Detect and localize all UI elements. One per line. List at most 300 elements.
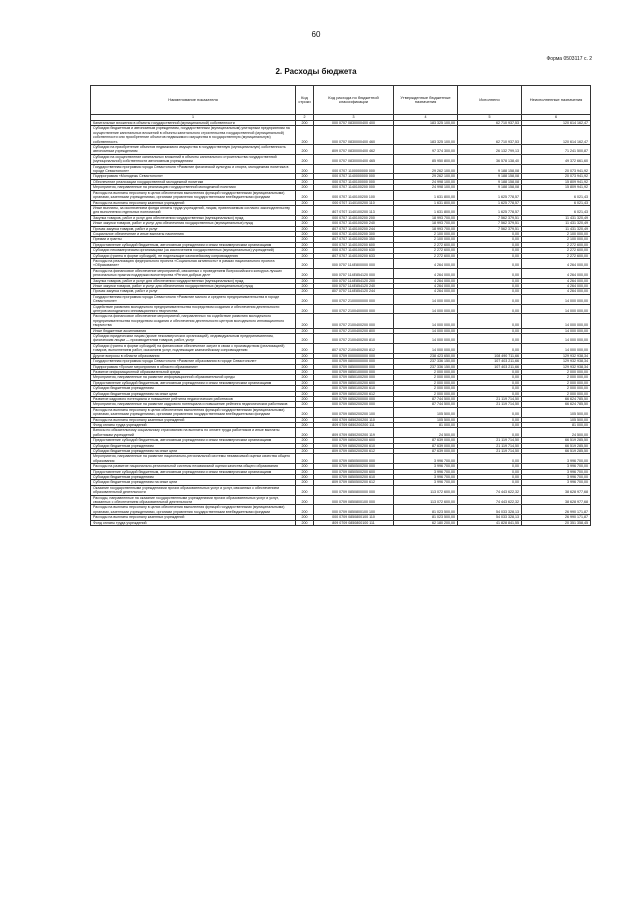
row-name: Государственная программа города Севастополя «Развитие физической культуры и спорта, молодежная политика в городе Севастополе» (91, 164, 296, 174)
row-executed: 26 132 799,13 (458, 145, 522, 155)
row-name: Предоставление субсидий бюджетным, автономным учреждениям и иным некоммерческим организациям (91, 242, 296, 247)
row-executed: 74 443 622,32 (458, 485, 522, 495)
row-line-code: 200 (296, 185, 314, 190)
row-remaining: 2 100 000,00 (522, 237, 591, 242)
row-classification-code: 000 0707 1140100200 110 (314, 200, 394, 205)
table-row (91, 485, 591, 495)
row-line-code: 200 (296, 464, 314, 469)
row-classification-code: 807 0707 1140100200 350 (314, 237, 394, 242)
row-line-code: 200 (296, 145, 314, 155)
row-line-code: 200 (296, 121, 314, 126)
row-name: Государственная программа города Севастополя «Развитие малого и среднего предпринимательства в городе Севастополе» (91, 294, 296, 304)
table-row (91, 505, 591, 515)
row-approved: 183 325 100,00 (394, 126, 458, 145)
row-name: Премии и гранты (91, 237, 296, 242)
row-executed: 21 119 714,50 (458, 438, 522, 443)
row-name: Расходы на реализацию федерального проекта «Социальная активность» в рамках национального проекта «Образование» (91, 258, 296, 268)
table-row (91, 145, 591, 155)
row-remaining: 6 021,43 (522, 205, 591, 215)
row-remaining: 49 372 661,60 (522, 154, 591, 164)
row-line-code: 200 (296, 154, 314, 164)
table-row (91, 396, 591, 401)
table-row (91, 121, 591, 126)
table-row (91, 126, 591, 145)
row-classification-code: 000 0707 1140100200 300 (314, 231, 394, 236)
row-classification-code: 000 0707 1140000000 000 (314, 174, 394, 179)
row-line-code: 200 (296, 200, 314, 205)
table-row (91, 480, 591, 485)
row-name: Расходы на развитие национально-региональной системы независимой оценки качества общего образования (91, 464, 296, 469)
row-remaining: 2 000 000,00 (522, 375, 591, 380)
row-remaining: 4 264 000,00 (522, 278, 591, 283)
row-approved: 2 272 600,00 (394, 242, 458, 247)
table-row (91, 449, 591, 454)
row-remaining: 6 021,43 (522, 190, 591, 200)
row-name: Субсидии юридическим лицам (кроме некоммерческих организаций), индивидуальным предпринимателям, физическим лицам — производителям товаров, работ, услуг (91, 334, 296, 344)
row-name: Другие вопросы в области образования (91, 353, 296, 358)
row-name: Прочая закупка товаров, работ и услуг (91, 289, 296, 294)
row-name: Развитие информационной образовательной среды (91, 369, 296, 374)
row-executed: 0,00 (458, 294, 522, 304)
row-executed: 62 710 937,53 (458, 121, 522, 126)
row-name: Подпрограмма «Прочие мероприятия в области образования» (91, 364, 296, 369)
row-name: Закупка товаров, работ и услуг для обеспечения государственных (муниципальных) нужд (91, 215, 296, 220)
table-row (91, 185, 591, 190)
row-remaining: 71 241 500,87 (522, 145, 591, 155)
row-classification-code: 807 0707 1140100200 113 (314, 205, 394, 215)
table-row (91, 438, 591, 443)
row-approved: 3 996 700,00 (394, 475, 458, 480)
row-approved: 2 272 600,00 (394, 248, 458, 253)
table-row (91, 154, 591, 164)
row-name: Социальное обеспечение и иные выплаты населению (91, 231, 296, 236)
row-remaining: 15 809 941,92 (522, 179, 591, 184)
row-line-code: 200 (296, 422, 314, 427)
row-approved: 1 631 800,00 (394, 200, 458, 205)
table-row (91, 495, 591, 505)
row-classification-code: 000 0709 0800000000 000 (314, 359, 394, 364)
row-approved: 81 023 500,00 (394, 505, 458, 515)
row-approved: 3 996 700,00 (394, 480, 458, 485)
row-approved: 4 264 000,00 (394, 258, 458, 268)
row-remaining: 38 628 977,68 (522, 485, 591, 495)
row-remaining: 3 996 700,00 (522, 454, 591, 464)
row-executed: 0,00 (458, 258, 522, 268)
row-classification-code: 000 0709 0850200200 610 (314, 443, 394, 448)
row-classification-code: 000 0709 0000000000 000 (314, 353, 394, 358)
table-row (91, 190, 591, 200)
row-name: Субсидии бюджетным учреждениям (91, 386, 296, 391)
row-line-code: 200 (296, 226, 314, 231)
row-line-code: 200 (296, 515, 314, 520)
row-classification-code: 000 0707 1100000000 000 (314, 164, 394, 174)
row-name: Оказание государственными учреждениями прочих образовательных услуг и услуг, связанных с обеспечением образовательной деятельности (91, 485, 296, 495)
row-name: Мероприятия, направленные на развитие кадрового потенциала и повышение рейтинга педагогических работников (91, 402, 296, 407)
row-approved: 105 500,00 (394, 417, 458, 422)
row-approved: 105 500,00 (394, 407, 458, 417)
table-row (91, 369, 591, 374)
row-remaining: 14 000 000,00 (522, 334, 591, 344)
row-executed: 9 188 158,08 (458, 174, 522, 179)
row-executed: 54 033 328,13 (458, 515, 522, 520)
row-executed: 41 828 841,55 (458, 520, 522, 525)
row-executed: 0,00 (458, 328, 522, 333)
row-classification-code: 000 0709 0850500200 600 (314, 469, 394, 474)
row-approved: 62 180 200,00 (394, 520, 458, 525)
row-executed: 21 119 714,50 (458, 396, 522, 401)
row-executed: 0,00 (458, 304, 522, 314)
row-classification-code: 809 0709 0850200200 111 (314, 422, 394, 427)
row-approved: 14 000 000,00 (394, 294, 458, 304)
row-executed: 7 562 379,51 (458, 215, 522, 220)
row-executed: 108 490 711,66 (458, 353, 522, 358)
row-approved: 29 262 100,00 (394, 174, 458, 179)
row-name: Иные закупки товаров, работ и услуг для обеспечения государственных (муниципальных) нужд (91, 221, 296, 226)
row-approved: 81 023 500,00 (394, 515, 458, 520)
row-classification-code: 000 0709 0850100000 000 (314, 369, 394, 374)
table-row (91, 278, 591, 283)
row-line-code: 200 (296, 396, 314, 401)
row-name: Расходы на выплаты персоналу казенных учреждений (91, 515, 296, 520)
row-name: Развитие кадрового потенциала и повышение рейтинга педагогических работников (91, 396, 296, 401)
row-remaining: 2 000 000,00 (522, 391, 591, 396)
row-approved: 4 264 000,00 (394, 268, 458, 278)
row-name: Мероприятия, направленные на развитие национально-региональной системы независимой оценки качества общего образования (91, 454, 296, 464)
row-line-code: 200 (296, 353, 314, 358)
row-classification-code: 000 0709 0850800100 100 (314, 505, 394, 515)
row-name: Субсидии бюджетным учреждениям на иные цели (91, 480, 296, 485)
row-approved: 24 998 100,00 (394, 179, 458, 184)
table-row (91, 454, 591, 464)
column-number: 6 (522, 115, 591, 121)
row-name: Расходы на выплаты персоналу в целях обеспечения выполнения функций государственными (муниципальными) органами, казенными учреждениями, органами управления государственными внебюджетными фондами (91, 190, 296, 200)
row-executed: 0,00 (458, 334, 522, 344)
row-approved: 14 000 000,00 (394, 304, 458, 314)
row-approved: 3 996 700,00 (394, 454, 458, 464)
table-row (91, 375, 591, 380)
row-line-code: 200 (296, 443, 314, 448)
row-remaining: 38 628 977,68 (522, 495, 591, 505)
row-line-code: 200 (296, 359, 314, 364)
row-classification-code: 000 0707 1140100200 240 (314, 221, 394, 226)
row-approved: 2 000 000,00 (394, 380, 458, 385)
row-approved: 87 639 000,00 (394, 443, 458, 448)
row-approved: 85 950 800,00 (394, 154, 458, 164)
row-approved: 14 000 000,00 (394, 314, 458, 328)
row-name: Мероприятия, направленные на реализацию государственной молодежной политики (91, 185, 296, 190)
row-classification-code: 000 0707 114E854120 000 (314, 268, 394, 278)
row-line-code: 200 (296, 215, 314, 220)
row-remaining: 15 809 941,92 (522, 185, 591, 190)
table-row (91, 284, 591, 289)
table-row (91, 402, 591, 407)
row-classification-code: 000 0709 0850200200 100 (314, 407, 394, 417)
page-number: 60 (311, 30, 321, 39)
table-row (91, 464, 591, 469)
row-remaining: 120 614 162,47 (522, 126, 591, 145)
row-classification-code: 000 0707 2100400200 000 (314, 314, 394, 328)
row-executed: 0,00 (458, 475, 522, 480)
table-row (91, 248, 591, 253)
row-line-code: 200 (296, 231, 314, 236)
row-classification-code: 809 0709 0850200200 612 (314, 449, 394, 454)
row-line-code: 200 (296, 190, 314, 200)
row-remaining: 2 000 000,00 (522, 386, 591, 391)
row-classification-code: 000 0707 1140100000 000 (314, 179, 394, 184)
row-line-code: 200 (296, 505, 314, 515)
row-executed: 0,00 (458, 417, 522, 422)
row-line-code: 200 (296, 520, 314, 525)
row-classification-code: 000 0709 0850100200 000 (314, 375, 394, 380)
column-number: 2 (296, 115, 314, 121)
row-name: Фонд оплаты труда учреждений (91, 422, 296, 427)
row-name: Субсидии бюджетным учреждениям на иные цели (91, 391, 296, 396)
row-line-code: 200 (296, 314, 314, 328)
table-row (91, 428, 591, 438)
row-classification-code: 000 0709 0850200200 600 (314, 438, 394, 443)
row-classification-code: 000 0707 1140100200 200 (314, 215, 394, 220)
row-remaining: 120 614 162,47 (522, 121, 591, 126)
row-executed: 0,00 (458, 314, 522, 328)
row-approved: 4 264 000,00 (394, 284, 458, 289)
row-name: Расходы, направленные на оказание государственными учреждениями прочих образовательных услуг и услуг, связанных с обеспечением образовательной деятельности (91, 495, 296, 505)
row-approved: 87 639 000,00 (394, 438, 458, 443)
row-line-code: 200 (296, 205, 314, 215)
row-name: Фонд оплаты труда учреждений (91, 520, 296, 525)
row-remaining: 11 431 320,49 (522, 215, 591, 220)
row-name: Субсидии бюджетным учреждениям (91, 475, 296, 480)
row-executed: 62 710 937,53 (458, 126, 522, 145)
row-name: Прочая закупка товаров, работ и услуг (91, 226, 296, 231)
row-name: Расходы на финансовое обеспечение мероприятий, связанных с проведением Всероссийского конкурса лучших региональных практик поддержки волонтерства «Регион добрых дел» (91, 268, 296, 278)
row-line-code: 200 (296, 495, 314, 505)
row-name: Предоставление субсидий бюджетным, автономным учреждениям и иным некоммерческим организациям (91, 438, 296, 443)
row-approved: 87 639 000,00 (394, 449, 458, 454)
row-executed: 0,00 (458, 380, 522, 385)
row-classification-code: 000 0709 0850200200 110 (314, 417, 394, 422)
row-line-code: 200 (296, 343, 314, 353)
column-number: 5 (458, 115, 522, 121)
row-name: Предоставление субсидий бюджетным, автономным учреждениям и иным некоммерческим организациям (91, 380, 296, 385)
row-line-code: 200 (296, 449, 314, 454)
row-executed: 9 188 158,08 (458, 179, 522, 184)
table-row (91, 343, 591, 353)
row-approved: 237 336 150,00 (394, 359, 458, 364)
row-executed: 0,00 (458, 242, 522, 247)
row-line-code: 200 (296, 126, 314, 145)
header-classification-code: Код расхода по бюджетной классификации (314, 86, 394, 115)
row-line-code: 200 (296, 364, 314, 369)
row-classification-code: 809 0707 0830000400 462 (314, 145, 394, 155)
row-executed: 0,00 (458, 278, 522, 283)
row-executed: 0,00 (458, 464, 522, 469)
row-executed: 0,00 (458, 343, 522, 353)
row-name: Закупка товаров, работ и услуг для обеспечения государственных (муниципальных) нужд (91, 278, 296, 283)
column-number: 3 (314, 115, 394, 121)
row-approved: 14 000 000,00 (394, 343, 458, 353)
row-classification-code: 000 0709 0850000000 000 (314, 364, 394, 369)
row-line-code: 200 (296, 284, 314, 289)
row-executed: 0,00 (458, 369, 522, 374)
row-remaining: 3 996 700,00 (522, 480, 591, 485)
row-approved: 183 325 100,00 (394, 121, 458, 126)
row-remaining: 4 264 000,00 (522, 284, 591, 289)
header-approved: Утвержденные бюджетные назначения (394, 86, 458, 115)
row-line-code: 200 (296, 237, 314, 242)
row-executed: 107 403 211,66 (458, 359, 522, 364)
table-row (91, 268, 591, 278)
row-line-code: 200 (296, 454, 314, 464)
row-name: Субсидии некоммерческим организациям (за исключением государственных (муниципальных) учреждений) (91, 248, 296, 253)
row-name: Взносы по обязательному социальному страхованию на выплаты по оплате труда работников и иные выплаты работникам учреждений (91, 428, 296, 438)
table-row (91, 515, 591, 520)
row-name: Субсидии на приобретение объектов недвижимого имущества в государственную (муниципальную) собственность автономным учреждениям (91, 145, 296, 155)
row-approved: 97 374 300,00 (394, 145, 458, 155)
table-row (91, 221, 591, 226)
row-classification-code: 000 0709 0850100200 610 (314, 386, 394, 391)
row-classification-code: 000 0707 0830000400 400 (314, 121, 394, 126)
row-executed: 0,00 (458, 237, 522, 242)
row-name: Капитальные вложения в объекты государственной (муниципальной) собственности (91, 121, 296, 126)
row-line-code: 200 (296, 221, 314, 226)
row-name: Субсидии (гранты в форме субсидий), не подлежащие казначейскому сопровождению (91, 253, 296, 258)
row-classification-code: 000 0707 0830000400 465 (314, 154, 394, 164)
row-approved: 87 744 500,00 (394, 402, 458, 407)
row-approved: 3 996 700,00 (394, 464, 458, 469)
row-classification-code: 807 0707 114E854120 244 (314, 289, 394, 294)
row-approved: 113 072 600,00 (394, 495, 458, 505)
row-remaining: 14 000 000,00 (522, 294, 591, 304)
table-row (91, 417, 591, 422)
row-classification-code: 000 0709 0850200000 000 (314, 396, 394, 401)
row-line-code: 200 (296, 480, 314, 485)
table-row (91, 179, 591, 184)
row-executed: 21 119 714,50 (458, 443, 522, 448)
row-approved: 113 072 600,00 (394, 485, 458, 495)
row-approved: 2 000 000,00 (394, 386, 458, 391)
row-executed: 0,00 (458, 391, 522, 396)
row-line-code: 200 (296, 485, 314, 495)
row-executed: 0,00 (458, 289, 522, 294)
row-approved: 29 262 100,00 (394, 164, 458, 174)
row-line-code: 200 (296, 278, 314, 283)
row-remaining: 20 073 941,92 (522, 174, 591, 179)
row-approved: 2 000 000,00 (394, 391, 458, 396)
row-classification-code: 000 0707 2100400200 810 (314, 334, 394, 344)
row-classification-code: 000 0707 114E800000 000 (314, 258, 394, 268)
row-remaining: 129 932 938,34 (522, 353, 591, 358)
row-line-code: 200 (296, 258, 314, 268)
row-name: Расходы на выплаты персоналу в целях обеспечения выполнения функций государственными (муниципальными) органами, казенными учреждениями, органами управления государственными внебюджетными фондами (91, 407, 296, 417)
table-row (91, 407, 591, 417)
row-approved: 24 998 100,00 (394, 185, 458, 190)
table-row (91, 242, 591, 247)
row-approved: 24 500,00 (394, 428, 458, 438)
expenses-table (90, 85, 591, 526)
row-approved: 238 423 650,00 (394, 353, 458, 358)
row-classification-code: 000 0707 1140100200 630 (314, 248, 394, 253)
row-remaining: 26 990 171,87 (522, 505, 591, 515)
row-classification-code: 000 0709 0850500200 610 (314, 475, 394, 480)
row-remaining: 3 996 700,00 (522, 475, 591, 480)
row-remaining: 4 264 000,00 (522, 268, 591, 278)
table-row (91, 231, 591, 236)
row-classification-code: 807 0707 1140100200 244 (314, 226, 394, 231)
row-classification-code: 000 0707 1140100200 000 (314, 185, 394, 190)
row-approved: 1 631 800,00 (394, 205, 458, 215)
row-line-code: 200 (296, 386, 314, 391)
row-line-code: 200 (296, 304, 314, 314)
table-row (91, 164, 591, 174)
header-name: Наименование показателя (91, 86, 296, 115)
row-line-code: 200 (296, 328, 314, 333)
row-name: Иные выплаты, за исключением фонда оплаты труда учреждений, лицам, привлекаемым согласно законодательству для выполнения отдельных полномочий (91, 205, 296, 215)
row-name: Расходы на финансовое обеспечение мероприятий, направленных на содействие развитию молодежного предпринимательства посредством создания и обеспечения деятельности центров молодежного инновационного творчества (91, 314, 296, 328)
row-executed: 74 443 622,32 (458, 495, 522, 505)
row-line-code: 200 (296, 475, 314, 480)
row-classification-code: 000 0709 0850800000 000 (314, 485, 394, 495)
section-title: 2. Расходы бюджета (275, 67, 357, 76)
row-line-code: 200 (296, 391, 314, 396)
row-remaining: 66 519 285,50 (522, 443, 591, 448)
table-row (91, 258, 591, 268)
table-row (91, 304, 591, 314)
row-classification-code: 000 0709 0850100200 600 (314, 380, 394, 385)
row-line-code: 200 (296, 253, 314, 258)
row-name: Предоставление субсидий бюджетным, автономным учреждениям и иным некоммерческим организациям (91, 469, 296, 474)
header-executed: Исполнено (458, 86, 522, 115)
row-approved: 81 000,00 (394, 422, 458, 427)
row-executed: 0,00 (458, 407, 522, 417)
row-line-code: 200 (296, 407, 314, 417)
row-approved: 1 631 800,00 (394, 190, 458, 200)
row-line-code: 200 (296, 294, 314, 304)
row-remaining: 129 932 938,34 (522, 359, 591, 364)
row-remaining: 24 500,00 (522, 428, 591, 438)
row-remaining: 129 932 938,34 (522, 364, 591, 369)
row-executed: 0,00 (458, 231, 522, 236)
row-remaining: 20 351 358,45 (522, 520, 591, 525)
row-remaining: 4 264 000,00 (522, 258, 591, 268)
row-remaining: 3 996 700,00 (522, 469, 591, 474)
row-remaining: 11 431 320,49 (522, 226, 591, 231)
row-line-code: 200 (296, 369, 314, 374)
row-classification-code: 000 0707 0830000400 460 (314, 126, 394, 145)
row-classification-code: 000 0707 114E854120 240 (314, 284, 394, 289)
row-name: Субсидии (гранты в форме субсидий) на финансовое обеспечение затрат в связи с производством (реализацией) товаров, выполнением работ, оказанием услуг, подлежащие казначейскому сопровождению (91, 343, 296, 353)
row-executed: 0,00 (458, 375, 522, 380)
row-name: Подпрограмма «Молодежь Севастополя» (91, 174, 296, 179)
row-classification-code: 807 0707 1140100200 633 (314, 253, 394, 258)
row-classification-code: 000 0707 2100400000 000 (314, 304, 394, 314)
row-executed: 21 119 714,50 (458, 402, 522, 407)
row-remaining: 66 519 285,50 (522, 449, 591, 454)
row-approved: 87 744 500,00 (394, 396, 458, 401)
column-number: 4 (394, 115, 458, 121)
row-remaining: 2 272 600,00 (522, 242, 591, 247)
row-line-code: 200 (296, 164, 314, 174)
row-remaining: 20 073 941,92 (522, 164, 591, 174)
row-executed: 1 625 778,57 (458, 200, 522, 205)
row-remaining: 2 272 600,00 (522, 248, 591, 253)
row-line-code: 200 (296, 248, 314, 253)
row-remaining: 4 264 000,00 (522, 289, 591, 294)
row-remaining: 26 990 171,87 (522, 515, 591, 520)
row-name: Субсидии бюджетным учреждениям на иные цели (91, 449, 296, 454)
row-executed: 0,00 (458, 248, 522, 253)
row-classification-code: 000 0709 0850500200 000 (314, 464, 394, 469)
row-executed: 0,00 (458, 428, 522, 438)
